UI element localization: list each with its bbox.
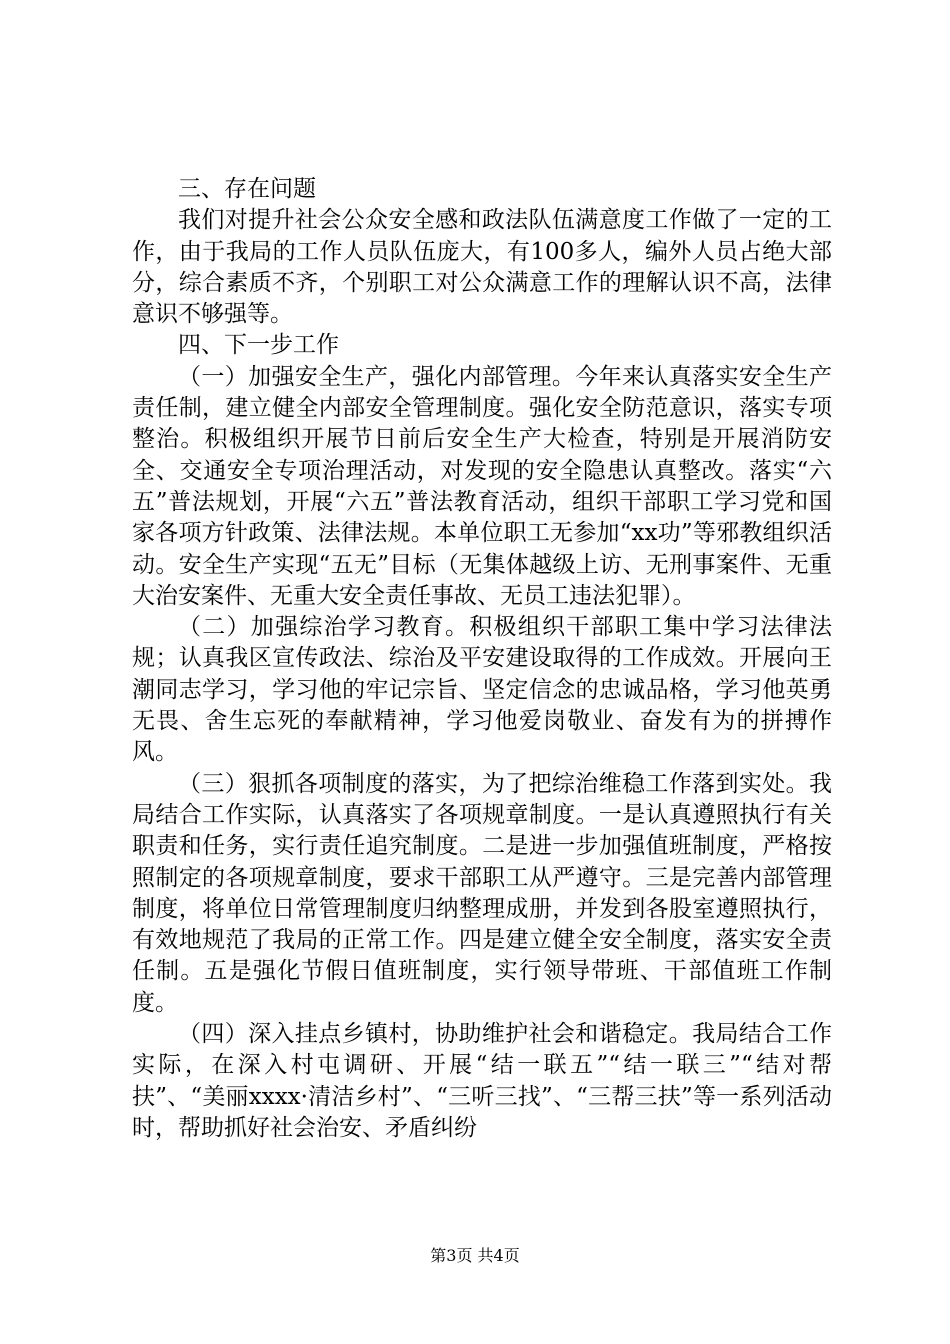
page-number-label: 第3页 共4页 bbox=[430, 1246, 520, 1265]
paragraph-item-4: （四）深入挂点乡镇村，协助维护社会和谐稳定。我局结合工作实际，在深入村屯调研、开展“结一联五”“结一联三”“结对帮扶”、“美丽xxxx·清洁乡村”、“三听三找”、“三帮三扶”等一系列活动时，帮助抓好社会治安、矛盾纠纷 bbox=[132, 1021, 832, 1141]
document-body bbox=[132, 174, 832, 1144]
section-heading-next-steps: 四、下一步工作 bbox=[178, 332, 339, 359]
paragraph-problems: 我们对提升社会公众安全感和政法队伍满意度工作做了一定的工作，由于我局的工作人员队伍庞大，有100多人，编外人员占绝大部分，综合素质不齐，个别职工对公众满意工作的理解认识不高，法律意识不够强等。 bbox=[132, 207, 832, 328]
paragraph-item-1: （一）加强安全生产，强化内部管理。今年来认真落实安全生产责任制，建立健全内部安全管理制度。强化安全防范意识，落实专项整治。积极组织开展节日前后安全生产大检查，特别是开展消防安全、交通安全专项治理活动，对发现的安全隐患认真整改。落实“六五”普法规划，开展“六五”普法教育活动，组织干部职工学习党和国家各项方针政策、法律法规。本单位职工无参加“xx功”等邪教组织活动。安全生产实现“五无”目标（无集体越级上访、无刑事案件、无重大治安案件、无重大安全责任事故、无员工违法犯罪）。 bbox=[132, 363, 832, 609]
paragraph-item-3: （三）狠抓各项制度的落实，为了把综治维稳工作落到实处。我局结合工作实际，认真落实了各项规章制度。一是认真遵照执行有关职责和任务，实行责任追究制度。二是进一步加强值班制度，严格按照制定的各项规章制度，要求干部职工从严遵守。三是完善内部管理制度，将单位日常管理制度归纳整理成册，并发到各股室遵照执行，有效地规范了我局的正常工作。四是建立健全安全制度，落实安全责任制。五是强化节假日值班制度，实行领导带班、干部值班工作制度。 bbox=[132, 770, 832, 1016]
page-footer bbox=[0, 1246, 950, 1266]
paragraph-item-2: （二）加强综治学习教育。积极组织干部职工集中学习法律法规；认真我区宣传政法、综治及平安建设取得的工作成效。开展向王潮同志学习，学习他的牢记宗旨、坚定信念的忠诚品格，学习他英勇无畏、舍生忘死的奉献精神，学习他爱岗敬业、奋发有为的拼搏作风。 bbox=[132, 614, 832, 766]
section-heading-problems: 三、存在问题 bbox=[178, 176, 316, 202]
